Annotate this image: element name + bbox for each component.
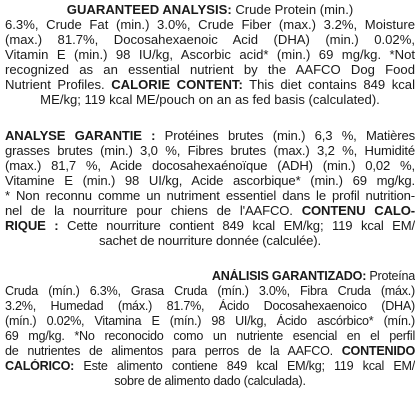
fr-line-7: RIQUE : Cette nourriture contient 849 kcal EM/kg; 119 kcal EM/: [5, 218, 415, 233]
fr-line-5: * Non reconnu comme un nutriment essentiel dans le profil nutrition-: [5, 188, 415, 203]
guaranteed-analysis-spanish: [5, 269, 415, 389]
es-heading: ANÁLISIS GARANTIZADO:: [211, 269, 367, 283]
es-line-7: CALÓRICO: Este alimento contiene 849 kcal EM/kg; 119 kcal EM/: [5, 359, 415, 373]
en-line-1: GUARANTEED ANALYSIS: Crude Protein (min.): [66, 2, 354, 17]
fr-line-8: sachet de nourriture donnée (calculée).: [99, 233, 321, 248]
nutrition-label: [5, 0, 415, 420]
fr-line-1: ANALYSE GARANTIE : Protéines brutes (min.) 6,3 %, Matières: [5, 128, 415, 143]
fr-line-4: Vitamine E (min.) 98 UI/kg, Acide ascorbique* (min.) 69 mg/kg.: [5, 173, 415, 188]
es-calorie-heading-cont: CALÓRICO:: [5, 359, 75, 373]
en-line-4: Vitamin E (min.) 98 IU/kg, Ascorbic acid* (min.) 69 mg/kg. *Not: [5, 47, 415, 62]
es-line-3: 3.2%, Humedad (máx.) 81.7%, Ácido Docosahexaenoico (DHA): [5, 299, 415, 313]
en-line-7: ME/kg; 119 kcal ME/pouch on an as fed basis (calculated).: [40, 92, 380, 107]
es-calorie-heading: CONTENIDO: [341, 344, 415, 358]
es-line-2: Cruda (mín.) 6.3%, Grasa Cruda (mín.) 3.0%, Fibra Cruda (máx.): [5, 284, 415, 298]
fr-line-2: grasses brutes (min.) 3,0 %, Fibres brutes (max.) 3,2 %, Humidité: [5, 143, 415, 158]
en-line-3: (max.) 81.7%, Docosahexaenoic Acid (DHA) (min.) 0.02%,: [5, 32, 415, 47]
guaranteed-analysis-french: [5, 128, 415, 248]
es-line-1: ANÁLISIS GARANTIZADO: Proteína: [211, 269, 415, 283]
es-line-8: sobre de alimento dado (calculada).: [114, 374, 306, 388]
fr-calorie-heading-cont: RIQUE :: [5, 218, 59, 233]
fr-calorie-heading: CONTENU CALO-: [301, 203, 415, 218]
es-line-4: (mín.) 0.02%, Vitamina E (mín.) 98 UI/kg, Ácido ascórbico* (mín.): [5, 314, 415, 328]
en-line-6: Nutrient Profiles. CALORIE CONTENT: This diet contains 849 kcal: [5, 77, 415, 92]
guaranteed-analysis-english: [5, 2, 415, 107]
fr-line-6: nel de la nourriture pour chiens de l'AAFCO. CONTENU CALO-: [5, 203, 415, 218]
fr-heading: ANALYSE GARANTIE :: [5, 128, 156, 143]
en-heading: GUARANTEED ANALYSIS:: [66, 2, 232, 17]
fr-line-3: (max.) 81,7 %, Acide docosahexaénoïque (ADH) (min.) 0,02 %,: [5, 158, 415, 173]
es-line-5: 69 mg/kg. *No reconocido como un nutriente esencial en el perfil: [5, 329, 415, 343]
en-line-2: 6.3%, Crude Fat (min.) 3.0%, Crude Fiber (max.) 3.2%, Moisture: [5, 17, 415, 32]
en-line-5: recognized as an essential nutrient by the AAFCO Dog Food: [5, 62, 415, 77]
es-line-6: de nutrientes de alimentos para perros de la AAFCO. CONTENIDO: [5, 344, 415, 358]
en-calorie-heading: CALORIE CONTENT:: [111, 77, 243, 92]
